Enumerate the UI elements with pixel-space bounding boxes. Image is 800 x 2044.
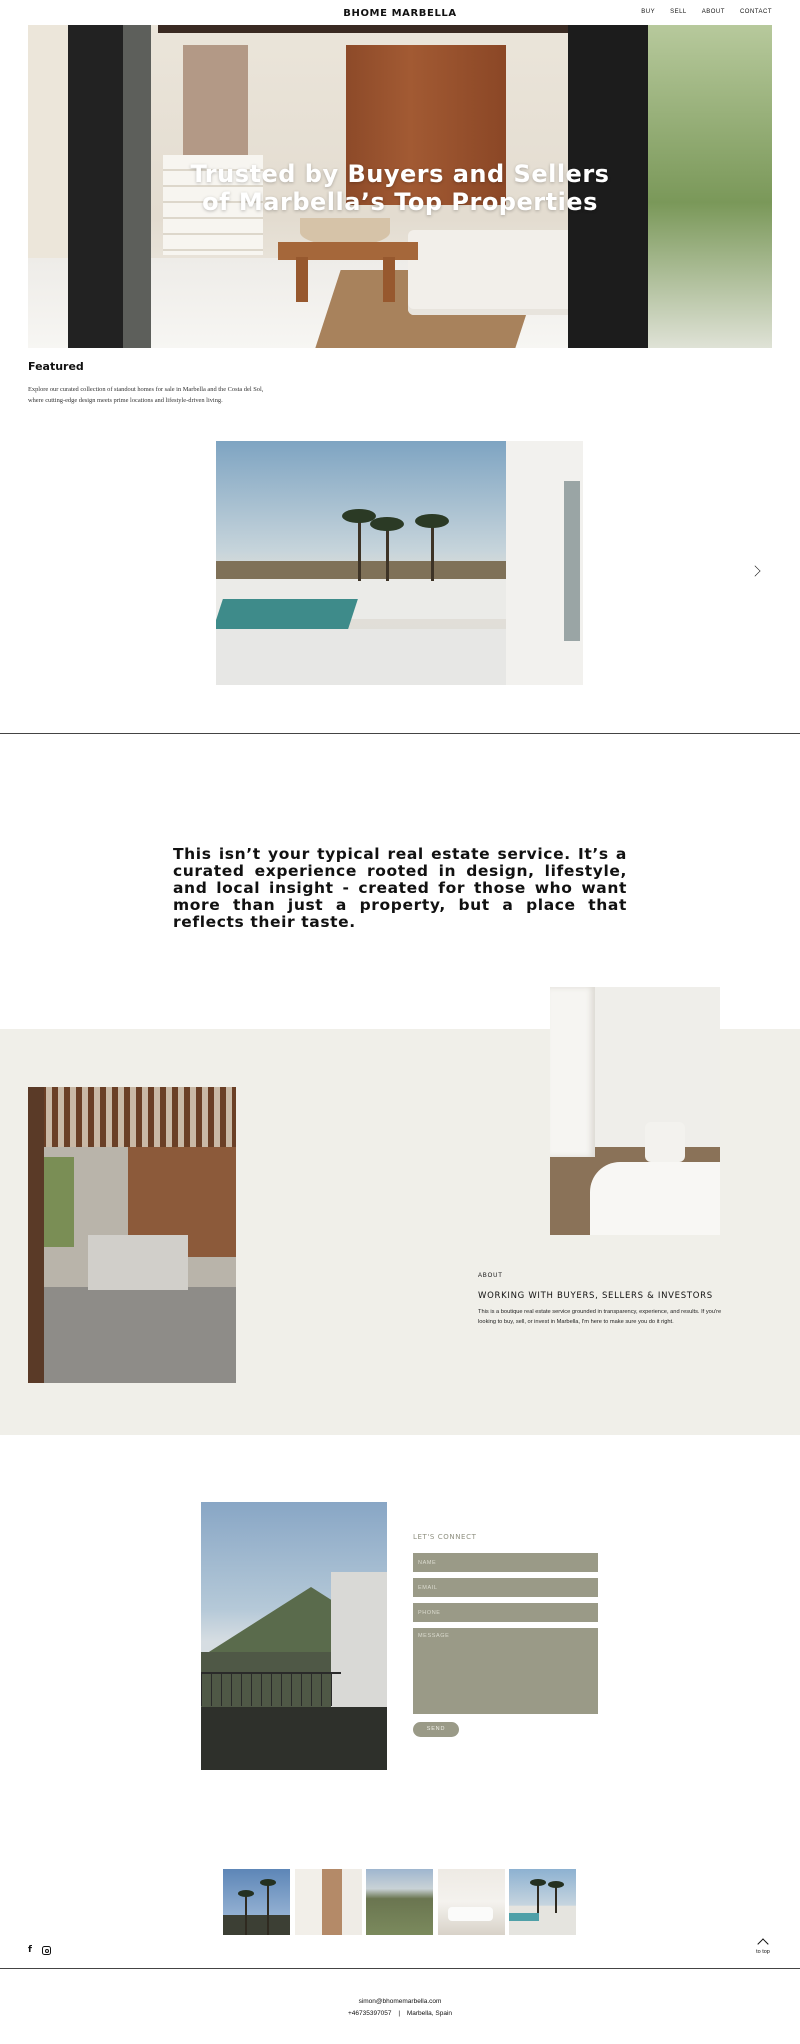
footer-email[interactable]: simon@bhomemarbella.com (358, 1998, 442, 2005)
hero-title-line2: of Marbella’s Top Properties (202, 188, 598, 216)
brand-statement: This isn’t your typical real estate service. It’s a curated experience rooted in design, lifestyle, and local insight - created for those who want more than just a property, but a place that reflects their taste. (173, 845, 627, 931)
chevron-up-icon (757, 1938, 768, 1949)
section-divider (0, 733, 800, 734)
gallery-thumb-4[interactable] (438, 1869, 505, 1935)
email-field[interactable] (413, 1578, 598, 1597)
about-label: ABOUT (478, 1273, 503, 1279)
about-text: This is a boutique real estate service grounded in transparency, experience, and results. If you're looking to buy, sell, or invest in Marbella, I'm here to make sure you do it right. (478, 1309, 722, 1325)
nav-buy[interactable]: BUY (641, 9, 656, 15)
gallery-thumb-5[interactable] (509, 1869, 576, 1935)
facebook-icon[interactable]: f (28, 1945, 32, 1955)
phone-field[interactable] (413, 1603, 598, 1622)
footer-contact-line (0, 2010, 800, 2017)
message-field[interactable] (413, 1628, 598, 1714)
send-button[interactable]: SEND (413, 1722, 459, 1737)
to-top-label: to top (756, 1949, 770, 1955)
nav-sell[interactable]: SELL (670, 9, 687, 15)
featured-description: Explore our curated collection of standout homes for sale in Marbella and the Costa del Sol, where cutting-edge design meets prime locations and lifestyle-driven living. (28, 386, 264, 404)
contact-heading: LET'S CONNECT (413, 1533, 477, 1541)
hero-title-line1: Trusted by Buyers and Sellers (190, 160, 610, 188)
carousel-next-icon[interactable] (750, 566, 761, 577)
to-top-button[interactable] (748, 1940, 778, 1955)
instagram-icon[interactable] (42, 1946, 51, 1955)
footer-divider (0, 1968, 800, 1969)
about-heading: WORKING WITH BUYERS, SELLERS & INVESTORS (478, 1291, 713, 1301)
footer-separator: | (398, 2010, 401, 2017)
gallery-thumb-2[interactable] (295, 1869, 362, 1935)
kitchen-image (28, 1087, 236, 1383)
bedroom-image (550, 987, 720, 1235)
nav-about[interactable]: ABOUT (701, 9, 725, 15)
gallery-thumb-3[interactable] (366, 1869, 433, 1935)
gallery-thumb-1[interactable] (223, 1869, 290, 1935)
contact-image (201, 1502, 387, 1770)
featured-heading: Featured (28, 360, 84, 373)
site-logo[interactable]: BHOME MARBELLA (343, 8, 457, 19)
name-field[interactable] (413, 1553, 598, 1572)
footer-phone[interactable]: +46735397057 (347, 2010, 392, 2017)
nav-contact[interactable]: CONTACT (739, 9, 772, 15)
main-nav (641, 9, 772, 15)
hero-title (28, 160, 772, 216)
featured-property-image[interactable] (216, 441, 583, 685)
footer-location: Marbella, Spain (406, 2010, 453, 2017)
